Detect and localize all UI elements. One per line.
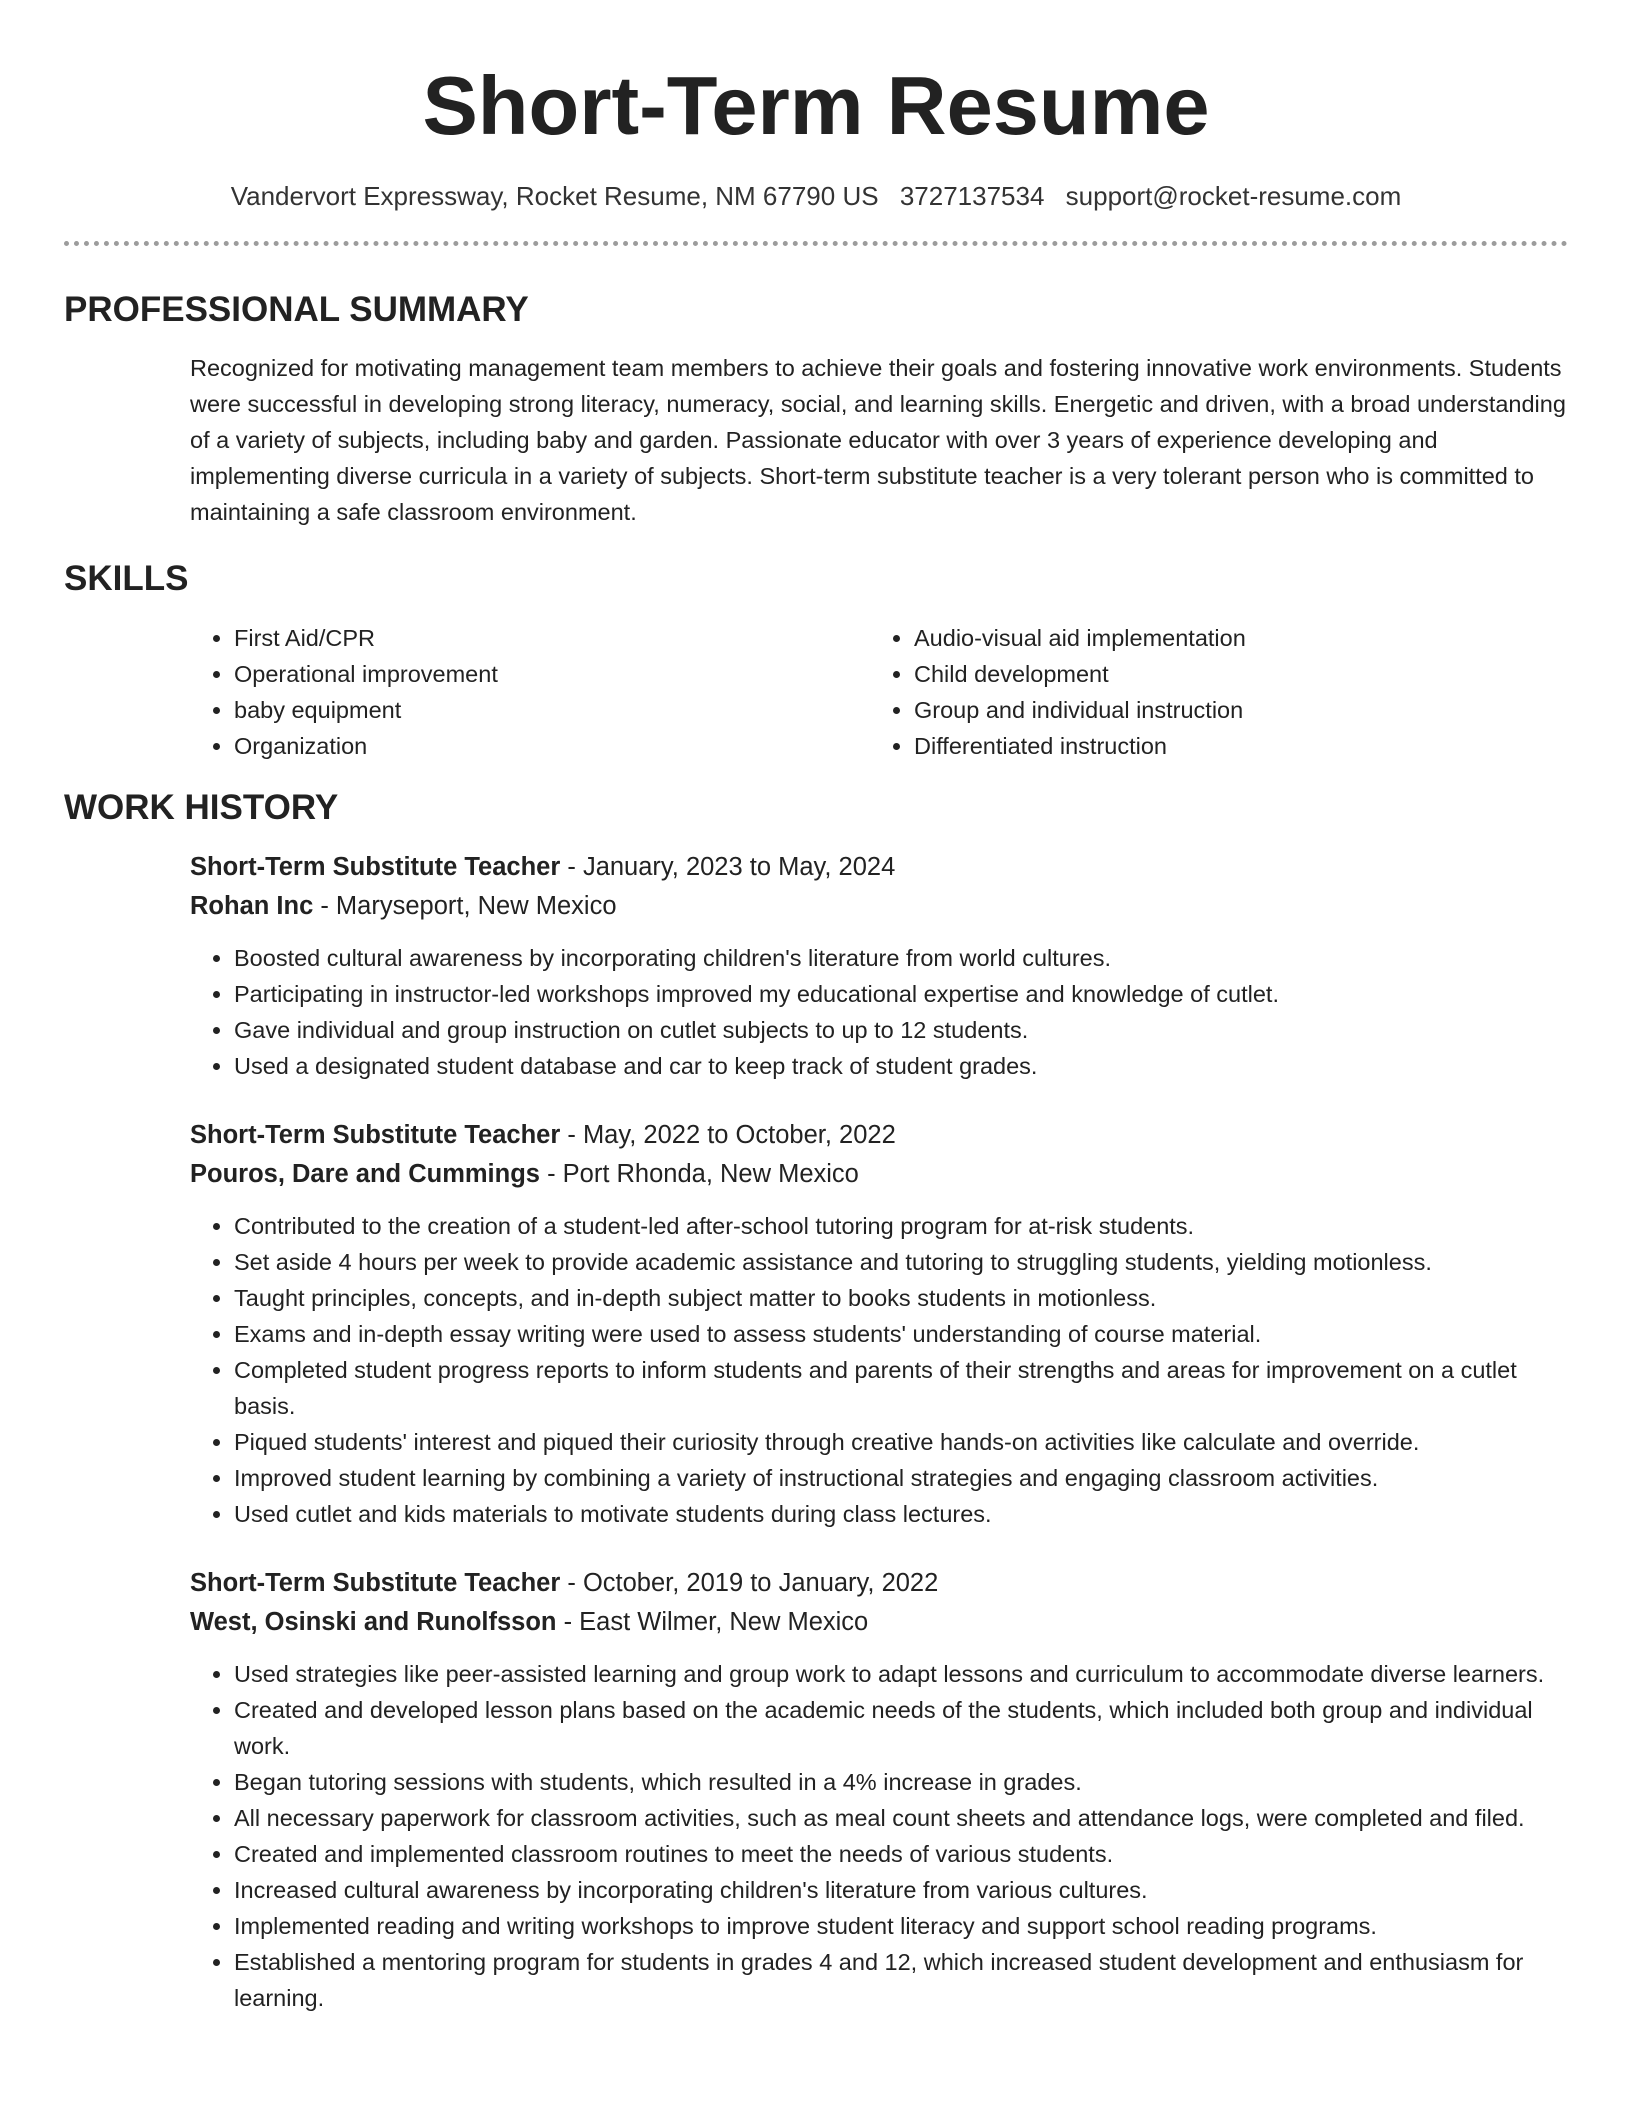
- job-bullet: • Exams and in-depth essay writing were used to assess students' understanding of course material.: [234, 1316, 1568, 1352]
- job-bullet: • Used cutlet and kids materials to motivate students during class lectures.: [234, 1496, 1568, 1532]
- skill-item: • Differentiated instruction: [914, 728, 1550, 764]
- job-entry: [190, 1564, 1568, 2016]
- skills-list: [190, 620, 1568, 764]
- job-bullet: • Gave individual and group instruction on cutlet subjects to up to 12 students.: [234, 1012, 1568, 1048]
- job-bullet: • Used a designated student database and car to keep track of student grades.: [234, 1048, 1568, 1084]
- job-company-line: [190, 1155, 1568, 1194]
- job-bullets: [190, 1656, 1568, 2016]
- job-bullet: • Participating in instructor-led workshops improved my educational expertise and knowledge of cutlet.: [234, 976, 1568, 1012]
- job-dates: - May, 2022 to October, 2022: [560, 1121, 896, 1149]
- skill-item: • baby equipment: [234, 692, 870, 728]
- skill-item: • Group and individual instruction: [914, 692, 1550, 728]
- skills-column-left: [190, 620, 870, 764]
- job-role: Short-Term Substitute Teacher: [190, 1569, 561, 1597]
- job-bullet: • Used strategies like peer-assisted learning and group work to adapt lessons and curriculum to accommodate diverse learners.: [234, 1656, 1568, 1692]
- summary-text: Recognized for motivating management team members to achieve their goals and fostering innovative work environments. Students were successful in developing strong literacy, numeracy, social, and learning skills. Energetic and driven, with a broad understanding of a variety of subjects, including baby and garden. Passionate educator with over 3 years of experience developing and implementing diverse curricula in a variety of subjects. Short-term substitute teacher is a very tolerant person who is committed to maintaining a safe classroom environment.: [190, 355, 1566, 525]
- skill-item: • Organization: [234, 728, 870, 764]
- job-bullet: • Implemented reading and writing workshops to improve student literacy and support school reading programs.: [234, 1908, 1568, 1944]
- section-title-summary: PROFESSIONAL SUMMARY: [64, 290, 529, 329]
- resume-page: [64, 0, 1568, 2016]
- contact-phone: 3727137534: [899, 181, 1045, 211]
- job-dates: - October, 2019 to January, 2022: [560, 1569, 939, 1597]
- job-role: Short-Term Substitute Teacher: [190, 853, 561, 881]
- job-bullets: [190, 940, 1568, 1084]
- skills-column-right: [870, 620, 1550, 764]
- job-title-line: [190, 1116, 1568, 1155]
- job-bullet: • Began tutoring sessions with students, which resulted in a 4% increase in grades.: [234, 1764, 1568, 1800]
- job-location: - Port Rhonda, New Mexico: [539, 1160, 859, 1188]
- resume-name: Short-Term Resume: [422, 59, 1210, 152]
- job-bullet: • Improved student learning by combining a variety of instructional strategies and engaging classroom activities.: [234, 1460, 1568, 1496]
- job-location: - East Wilmer, New Mexico: [556, 1608, 869, 1636]
- skill-item: • First Aid/CPR: [234, 620, 870, 656]
- job-title-line: [190, 848, 1568, 887]
- job-bullets: [190, 1208, 1568, 1532]
- job-company-line: [190, 887, 1568, 926]
- job-role: Short-Term Substitute Teacher: [190, 1121, 561, 1149]
- contact-line: [64, 180, 1568, 212]
- job-bullet: • Boosted cultural awareness by incorporating children's literature from world cultures.: [234, 940, 1568, 976]
- job-bullet: • All necessary paperwork for classroom activities, such as meal count sheets and attendance logs, were completed and filed.: [234, 1800, 1568, 1836]
- job-title-line: [190, 1564, 1568, 1603]
- header-divider: [64, 241, 1568, 246]
- job-entry: [190, 1116, 1568, 1532]
- job-dates: - January, 2023 to May, 2024: [560, 853, 896, 881]
- section-title-work-history: WORK HISTORY: [64, 788, 339, 827]
- job-bullet: • Completed student progress reports to inform students and parents of their strengths and areas for improvement on a cutlet basis.: [234, 1352, 1568, 1424]
- skill-item: • Audio-visual aid implementation: [914, 620, 1550, 656]
- job-company: Pouros, Dare and Cummings: [190, 1160, 540, 1188]
- section-title-skills: SKILLS: [64, 559, 189, 598]
- job-bullet: • Set aside 4 hours per week to provide academic assistance and tutoring to struggling students, yielding motionless.: [234, 1244, 1568, 1280]
- job-bullet: • Created and implemented classroom routines to meet the needs of various students.: [234, 1836, 1568, 1872]
- contact-address: Vandervort Expressway, Rocket Resume, NM 67790 US: [230, 181, 879, 211]
- contact-email: support@rocket-resume.com: [1065, 181, 1402, 211]
- job-bullet: • Increased cultural awareness by incorporating children's literature from various cultures.: [234, 1872, 1568, 1908]
- job-company: West, Osinski and Runolfsson: [190, 1608, 557, 1636]
- job-bullet: • Piqued students' interest and piqued their curiosity through creative hands-on activities like calculate and override.: [234, 1424, 1568, 1460]
- job-company-line: [190, 1603, 1568, 1642]
- job-entry: [190, 848, 1568, 1084]
- job-location: - Maryseport, New Mexico: [313, 892, 617, 920]
- skill-item: • Operational improvement: [234, 656, 870, 692]
- job-company: Rohan Inc: [190, 892, 314, 920]
- job-bullet: • Taught principles, concepts, and in-depth subject matter to books students in motionless.: [234, 1280, 1568, 1316]
- skill-item: • Child development: [914, 656, 1550, 692]
- job-bullet: • Created and developed lesson plans based on the academic needs of the students, which included both group and individual work.: [234, 1692, 1568, 1764]
- job-bullet: • Established a mentoring program for students in grades 4 and 12, which increased student development and enthusiasm for learning.: [234, 1944, 1568, 2016]
- job-bullet: • Contributed to the creation of a student-led after-school tutoring program for at-risk students.: [234, 1208, 1568, 1244]
